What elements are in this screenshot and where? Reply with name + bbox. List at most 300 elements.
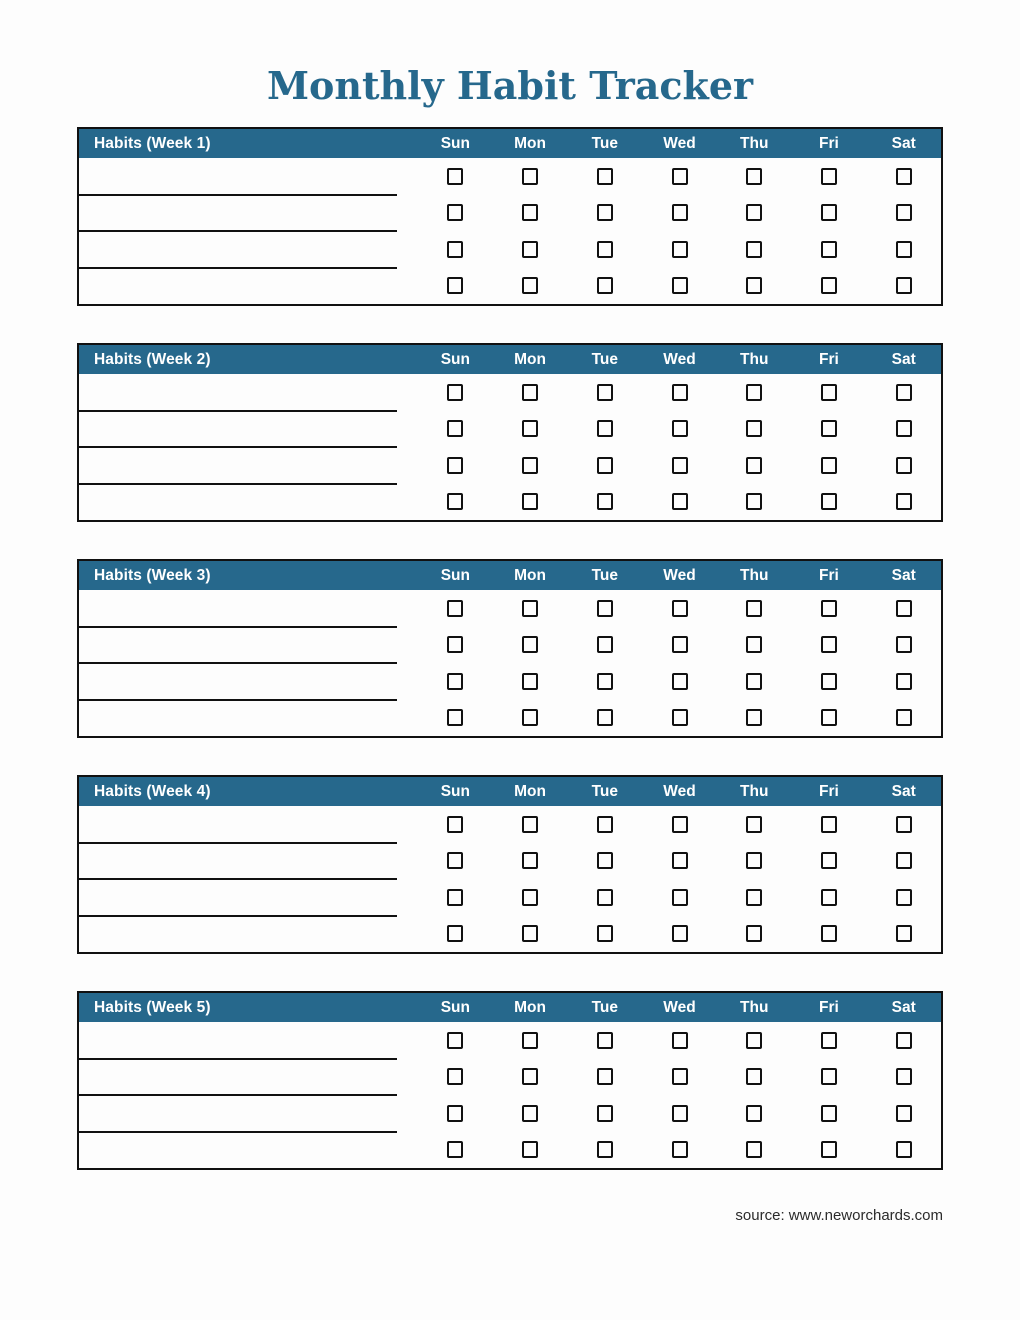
habit-row bbox=[79, 447, 941, 484]
habit-name-field[interactable] bbox=[79, 447, 418, 484]
habit-checkbox[interactable] bbox=[896, 1032, 912, 1049]
checkbox-cell bbox=[418, 447, 493, 484]
habit-checkbox[interactable] bbox=[447, 925, 463, 942]
habit-row bbox=[79, 627, 941, 664]
habit-checkbox[interactable] bbox=[896, 241, 912, 258]
habit-name-field[interactable] bbox=[79, 158, 418, 195]
checkbox-cell bbox=[792, 806, 867, 843]
habit-checkbox[interactable] bbox=[821, 420, 837, 437]
habit-checkbox[interactable] bbox=[896, 673, 912, 690]
habit-checkbox[interactable] bbox=[896, 709, 912, 726]
checkbox-cell bbox=[717, 590, 792, 627]
habit-checkbox[interactable] bbox=[672, 709, 688, 726]
day-column-header: Wed bbox=[663, 134, 696, 152]
habits-column-header: Habits (Week 4) bbox=[94, 782, 211, 800]
checkbox-cell bbox=[493, 484, 568, 521]
habit-row bbox=[79, 374, 941, 411]
habit-checkbox[interactable] bbox=[821, 1032, 837, 1049]
habit-checkbox[interactable] bbox=[447, 709, 463, 726]
habit-checkbox[interactable] bbox=[522, 709, 538, 726]
checkbox-cell bbox=[642, 590, 717, 627]
habit-row bbox=[79, 158, 941, 195]
habit-name-field[interactable] bbox=[79, 843, 418, 880]
habit-checkbox[interactable] bbox=[746, 493, 762, 510]
checkbox-cell bbox=[866, 231, 941, 268]
checkbox-cell bbox=[418, 843, 493, 880]
habit-name-field[interactable] bbox=[79, 700, 418, 737]
checkbox-cell bbox=[866, 663, 941, 700]
habit-checkbox[interactable] bbox=[447, 384, 463, 401]
habit-checkbox[interactable] bbox=[746, 889, 762, 906]
checkbox-cell bbox=[717, 1022, 792, 1059]
checkbox-cell bbox=[418, 590, 493, 627]
checkbox-cell bbox=[717, 374, 792, 411]
habit-checkbox[interactable] bbox=[821, 204, 837, 221]
day-column-header: Fri bbox=[819, 782, 839, 800]
page-title: Monthly Habit Tracker bbox=[266, 63, 754, 108]
habit-row bbox=[79, 806, 941, 843]
checkbox-cell bbox=[642, 1059, 717, 1096]
checkbox-cell bbox=[567, 1095, 642, 1132]
habit-checkbox[interactable] bbox=[672, 493, 688, 510]
checkbox-cell bbox=[567, 663, 642, 700]
habit-name-field[interactable] bbox=[79, 268, 418, 305]
habit-checkbox[interactable] bbox=[746, 600, 762, 617]
checkbox-cell bbox=[493, 1059, 568, 1096]
checkbox-cell bbox=[792, 1095, 867, 1132]
habit-checkbox[interactable] bbox=[597, 852, 613, 869]
checkbox-cell bbox=[642, 158, 717, 195]
habit-checkbox[interactable] bbox=[746, 384, 762, 401]
habit-checkbox[interactable] bbox=[672, 1105, 688, 1122]
table-header-row bbox=[79, 345, 941, 374]
checkbox-cell bbox=[567, 447, 642, 484]
habit-name-field[interactable] bbox=[79, 663, 418, 700]
day-column-header: Sun bbox=[440, 998, 470, 1016]
habit-name-field[interactable] bbox=[79, 195, 418, 232]
habit-checkbox[interactable] bbox=[522, 816, 538, 833]
checkbox-cell bbox=[717, 268, 792, 305]
habit-checkbox[interactable] bbox=[821, 493, 837, 510]
habit-checkbox[interactable] bbox=[522, 277, 538, 294]
checkbox-cell bbox=[418, 806, 493, 843]
checkbox-cell bbox=[418, 1022, 493, 1059]
day-column-header: Tue bbox=[591, 782, 618, 800]
habit-checkbox[interactable] bbox=[896, 457, 912, 474]
checkbox-cell bbox=[493, 806, 568, 843]
habit-checkbox[interactable] bbox=[672, 204, 688, 221]
habit-checkbox[interactable] bbox=[522, 1032, 538, 1049]
habit-checkbox[interactable] bbox=[672, 852, 688, 869]
habit-checkbox[interactable] bbox=[672, 277, 688, 294]
checkbox-cell bbox=[717, 1132, 792, 1169]
habit-checkbox[interactable] bbox=[672, 384, 688, 401]
day-column-header: Thu bbox=[740, 566, 769, 584]
checkbox-cell bbox=[493, 700, 568, 737]
habit-checkbox[interactable] bbox=[447, 673, 463, 690]
checkbox-cell bbox=[493, 1095, 568, 1132]
table-header-row bbox=[79, 993, 941, 1022]
checkbox-cell bbox=[792, 268, 867, 305]
habit-checkbox[interactable] bbox=[746, 457, 762, 474]
habit-checkbox[interactable] bbox=[746, 673, 762, 690]
habits-column-header: Habits (Week 1) bbox=[94, 134, 211, 152]
checkbox-cell bbox=[717, 411, 792, 448]
habit-checkbox[interactable] bbox=[672, 636, 688, 653]
habit-checkbox[interactable] bbox=[821, 889, 837, 906]
checkbox-cell bbox=[866, 627, 941, 664]
habit-checkbox[interactable] bbox=[597, 168, 613, 185]
checkbox-cell bbox=[493, 843, 568, 880]
habit-checkbox[interactable] bbox=[896, 600, 912, 617]
habit-checkbox[interactable] bbox=[522, 636, 538, 653]
habit-checkbox[interactable] bbox=[522, 384, 538, 401]
checkbox-cell bbox=[642, 447, 717, 484]
habit-checkbox[interactable] bbox=[821, 600, 837, 617]
habit-checkbox[interactable] bbox=[447, 1105, 463, 1122]
habit-name-field[interactable] bbox=[79, 484, 418, 521]
week-sections bbox=[0, 127, 1020, 1170]
day-column-header: Mon bbox=[514, 566, 546, 584]
habit-checkbox[interactable] bbox=[746, 168, 762, 185]
checkbox-cell bbox=[418, 268, 493, 305]
habit-checkbox[interactable] bbox=[447, 1032, 463, 1049]
habit-checkbox[interactable] bbox=[597, 420, 613, 437]
habit-checkbox[interactable] bbox=[597, 1105, 613, 1122]
checkbox-cell bbox=[792, 231, 867, 268]
day-column-header: Sun bbox=[440, 350, 470, 368]
checkbox-cell bbox=[642, 268, 717, 305]
day-column-header: Mon bbox=[514, 134, 546, 152]
habit-name-field[interactable] bbox=[79, 806, 418, 843]
day-column-header: Sun bbox=[440, 566, 470, 584]
checkbox-cell bbox=[866, 158, 941, 195]
habit-checkbox[interactable] bbox=[447, 457, 463, 474]
habit-checkbox[interactable] bbox=[522, 673, 538, 690]
checkbox-cell bbox=[418, 627, 493, 664]
habit-checkbox[interactable] bbox=[597, 277, 613, 294]
checkbox-cell bbox=[567, 843, 642, 880]
day-column-header: Wed bbox=[663, 350, 696, 368]
habit-checkbox[interactable] bbox=[896, 636, 912, 653]
habit-checkbox[interactable] bbox=[821, 384, 837, 401]
habit-checkbox[interactable] bbox=[821, 1141, 837, 1158]
habit-checkbox[interactable] bbox=[821, 709, 837, 726]
habit-checkbox[interactable] bbox=[597, 673, 613, 690]
checkbox-cell bbox=[493, 411, 568, 448]
checkbox-cell bbox=[866, 447, 941, 484]
checkbox-cell bbox=[567, 158, 642, 195]
habit-checkbox[interactable] bbox=[896, 277, 912, 294]
habit-checkbox[interactable] bbox=[447, 636, 463, 653]
habit-checkbox[interactable] bbox=[821, 852, 837, 869]
habit-checkbox[interactable] bbox=[746, 204, 762, 221]
habit-name-field[interactable] bbox=[79, 1059, 418, 1096]
habit-checkbox[interactable] bbox=[672, 241, 688, 258]
habit-checkbox[interactable] bbox=[746, 1032, 762, 1049]
habit-checkbox[interactable] bbox=[672, 600, 688, 617]
checkbox-cell bbox=[642, 1132, 717, 1169]
checkbox-cell bbox=[493, 879, 568, 916]
habit-checkbox[interactable] bbox=[447, 1068, 463, 1085]
checkbox-cell bbox=[866, 268, 941, 305]
habit-checkbox[interactable] bbox=[447, 204, 463, 221]
checkbox-cell bbox=[866, 1022, 941, 1059]
habit-checkbox[interactable] bbox=[447, 493, 463, 510]
checkbox-cell bbox=[418, 1059, 493, 1096]
checkbox-cell bbox=[717, 843, 792, 880]
habit-checkbox[interactable] bbox=[821, 925, 837, 942]
checkbox-cell bbox=[866, 411, 941, 448]
habit-checkbox[interactable] bbox=[821, 816, 837, 833]
habit-checkbox[interactable] bbox=[597, 493, 613, 510]
habit-checkbox[interactable] bbox=[672, 1141, 688, 1158]
checkbox-cell bbox=[493, 268, 568, 305]
day-column-header: Sat bbox=[891, 350, 916, 368]
habit-row bbox=[79, 268, 941, 305]
table-header-row bbox=[79, 129, 941, 158]
checkbox-cell bbox=[642, 231, 717, 268]
checkbox-cell bbox=[866, 806, 941, 843]
checkbox-cell bbox=[418, 411, 493, 448]
day-column-header: Sun bbox=[440, 782, 470, 800]
checkbox-cell bbox=[418, 1095, 493, 1132]
habit-checkbox[interactable] bbox=[522, 1141, 538, 1158]
checkbox-cell bbox=[717, 447, 792, 484]
week-table bbox=[77, 559, 943, 738]
habit-checkbox[interactable] bbox=[746, 1141, 762, 1158]
habit-checkbox[interactable] bbox=[896, 204, 912, 221]
day-column-header: Tue bbox=[591, 566, 618, 584]
habit-row bbox=[79, 700, 941, 737]
habit-checkbox[interactable] bbox=[522, 925, 538, 942]
habit-checkbox[interactable] bbox=[896, 384, 912, 401]
habit-checkbox[interactable] bbox=[597, 925, 613, 942]
checkbox-cell bbox=[717, 806, 792, 843]
habit-row bbox=[79, 879, 941, 916]
habit-checkbox[interactable] bbox=[896, 1105, 912, 1122]
checkbox-cell bbox=[642, 879, 717, 916]
habit-row bbox=[79, 1095, 941, 1132]
habit-checkbox[interactable] bbox=[597, 636, 613, 653]
habit-checkbox[interactable] bbox=[672, 889, 688, 906]
habit-checkbox[interactable] bbox=[597, 1141, 613, 1158]
checkbox-cell bbox=[866, 484, 941, 521]
habit-checkbox[interactable] bbox=[821, 277, 837, 294]
habit-name-field[interactable] bbox=[79, 374, 418, 411]
habit-checkbox[interactable] bbox=[597, 204, 613, 221]
habit-checkbox[interactable] bbox=[597, 889, 613, 906]
checkbox-cell bbox=[567, 700, 642, 737]
day-column-header: Mon bbox=[514, 350, 546, 368]
day-column-header: Tue bbox=[591, 350, 618, 368]
habit-checkbox[interactable] bbox=[821, 457, 837, 474]
habit-checkbox[interactable] bbox=[896, 168, 912, 185]
habit-checkbox[interactable] bbox=[746, 852, 762, 869]
checkbox-cell bbox=[792, 916, 867, 953]
habit-checkbox[interactable] bbox=[821, 636, 837, 653]
checkbox-cell bbox=[567, 374, 642, 411]
habit-checkbox[interactable] bbox=[896, 420, 912, 437]
checkbox-cell bbox=[567, 268, 642, 305]
day-column-header: Tue bbox=[591, 134, 618, 152]
checkbox-cell bbox=[866, 1059, 941, 1096]
habit-checkbox[interactable] bbox=[522, 852, 538, 869]
table-header-row bbox=[79, 777, 941, 806]
checkbox-cell bbox=[418, 916, 493, 953]
habit-checkbox[interactable] bbox=[746, 1068, 762, 1085]
habit-checkbox[interactable] bbox=[896, 1068, 912, 1085]
day-column-header: Thu bbox=[740, 782, 769, 800]
habit-checkbox[interactable] bbox=[522, 1105, 538, 1122]
habit-checkbox[interactable] bbox=[447, 889, 463, 906]
habit-row bbox=[79, 1132, 941, 1169]
habit-checkbox[interactable] bbox=[746, 636, 762, 653]
checkbox-cell bbox=[792, 195, 867, 232]
checkbox-cell bbox=[642, 411, 717, 448]
habit-checkbox[interactable] bbox=[447, 816, 463, 833]
habit-checkbox[interactable] bbox=[821, 1068, 837, 1085]
habit-checkbox[interactable] bbox=[746, 420, 762, 437]
habit-checkbox[interactable] bbox=[597, 457, 613, 474]
checkbox-cell bbox=[642, 1022, 717, 1059]
habit-checkbox[interactable] bbox=[896, 493, 912, 510]
habit-name-field[interactable] bbox=[79, 879, 418, 916]
habit-checkbox[interactable] bbox=[447, 420, 463, 437]
habit-name-field[interactable] bbox=[79, 916, 418, 953]
habit-checkbox[interactable] bbox=[896, 852, 912, 869]
habit-checkbox[interactable] bbox=[896, 1141, 912, 1158]
checkbox-cell bbox=[866, 879, 941, 916]
checkbox-cell bbox=[717, 158, 792, 195]
checkbox-cell bbox=[792, 1059, 867, 1096]
habit-name-field[interactable] bbox=[79, 1095, 418, 1132]
habit-checkbox[interactable] bbox=[522, 493, 538, 510]
habit-name-field[interactable] bbox=[79, 1132, 418, 1169]
habit-checkbox[interactable] bbox=[597, 600, 613, 617]
checkbox-cell bbox=[642, 484, 717, 521]
habit-checkbox[interactable] bbox=[896, 925, 912, 942]
habit-checkbox[interactable] bbox=[522, 1068, 538, 1085]
checkbox-cell bbox=[418, 700, 493, 737]
habit-checkbox[interactable] bbox=[447, 168, 463, 185]
habit-checkbox[interactable] bbox=[672, 168, 688, 185]
habit-checkbox[interactable] bbox=[522, 241, 538, 258]
habit-checkbox[interactable] bbox=[821, 673, 837, 690]
checkbox-cell bbox=[567, 195, 642, 232]
week-table bbox=[77, 343, 943, 522]
checkbox-cell bbox=[792, 484, 867, 521]
habit-name-field[interactable] bbox=[79, 231, 418, 268]
habit-checkbox[interactable] bbox=[821, 241, 837, 258]
habit-checkbox[interactable] bbox=[746, 241, 762, 258]
habit-checkbox[interactable] bbox=[522, 600, 538, 617]
habit-checkbox[interactable] bbox=[746, 709, 762, 726]
checkbox-cell bbox=[792, 1132, 867, 1169]
day-column-header: Wed bbox=[663, 998, 696, 1016]
checkbox-cell bbox=[567, 1022, 642, 1059]
checkbox-cell bbox=[717, 484, 792, 521]
habit-checkbox[interactable] bbox=[896, 889, 912, 906]
habit-checkbox[interactable] bbox=[896, 816, 912, 833]
habit-name-field[interactable] bbox=[79, 627, 418, 664]
habit-checkbox[interactable] bbox=[746, 925, 762, 942]
checkbox-cell bbox=[567, 484, 642, 521]
checkbox-cell bbox=[866, 700, 941, 737]
habit-checkbox[interactable] bbox=[597, 384, 613, 401]
checkbox-cell bbox=[792, 663, 867, 700]
habit-checkbox[interactable] bbox=[597, 1032, 613, 1049]
habit-checkbox[interactable] bbox=[672, 457, 688, 474]
day-column-header: Sat bbox=[891, 782, 916, 800]
habit-checkbox[interactable] bbox=[672, 673, 688, 690]
checkbox-cell bbox=[493, 627, 568, 664]
checkbox-cell bbox=[792, 411, 867, 448]
habit-checkbox[interactable] bbox=[821, 168, 837, 185]
habit-checkbox[interactable] bbox=[746, 277, 762, 294]
habit-checkbox[interactable] bbox=[522, 420, 538, 437]
habit-name-field[interactable] bbox=[79, 411, 418, 448]
checkbox-cell bbox=[717, 663, 792, 700]
habit-checkbox[interactable] bbox=[447, 600, 463, 617]
habit-checkbox[interactable] bbox=[597, 241, 613, 258]
day-column-header: Tue bbox=[591, 998, 618, 1016]
checkbox-cell bbox=[642, 195, 717, 232]
checkbox-cell bbox=[792, 700, 867, 737]
habit-checkbox[interactable] bbox=[447, 241, 463, 258]
day-column-header: Thu bbox=[740, 350, 769, 368]
checkbox-cell bbox=[493, 663, 568, 700]
day-column-header: Sat bbox=[891, 566, 916, 584]
checkbox-cell bbox=[717, 195, 792, 232]
habit-checkbox[interactable] bbox=[746, 816, 762, 833]
habit-checkbox[interactable] bbox=[672, 816, 688, 833]
checkbox-cell bbox=[642, 700, 717, 737]
habit-checkbox[interactable] bbox=[522, 457, 538, 474]
habit-checkbox[interactable] bbox=[447, 1141, 463, 1158]
checkbox-cell bbox=[567, 806, 642, 843]
day-column-header: Sun bbox=[440, 134, 470, 152]
habit-name-field[interactable] bbox=[79, 590, 418, 627]
habit-checkbox[interactable] bbox=[672, 420, 688, 437]
checkbox-cell bbox=[642, 374, 717, 411]
habit-checkbox[interactable] bbox=[746, 1105, 762, 1122]
habit-checkbox[interactable] bbox=[447, 852, 463, 869]
checkbox-cell bbox=[418, 195, 493, 232]
habit-checkbox[interactable] bbox=[522, 204, 538, 221]
habit-name-field[interactable] bbox=[79, 1022, 418, 1059]
habit-checkbox[interactable] bbox=[672, 1032, 688, 1049]
habit-checkbox[interactable] bbox=[447, 277, 463, 294]
habit-checkbox[interactable] bbox=[672, 925, 688, 942]
habit-row bbox=[79, 231, 941, 268]
habit-checkbox[interactable] bbox=[522, 168, 538, 185]
checkbox-cell bbox=[792, 627, 867, 664]
habit-checkbox[interactable] bbox=[821, 1105, 837, 1122]
checkbox-cell bbox=[567, 1132, 642, 1169]
day-column-header: Sat bbox=[891, 998, 916, 1016]
checkbox-cell bbox=[866, 916, 941, 953]
habit-checkbox[interactable] bbox=[597, 709, 613, 726]
habit-checkbox[interactable] bbox=[597, 816, 613, 833]
day-column-header: Fri bbox=[819, 566, 839, 584]
habit-checkbox[interactable] bbox=[597, 1068, 613, 1085]
habit-checkbox[interactable] bbox=[672, 1068, 688, 1085]
habit-row bbox=[79, 843, 941, 880]
habit-checkbox[interactable] bbox=[522, 889, 538, 906]
checkbox-cell bbox=[493, 158, 568, 195]
checkbox-cell bbox=[792, 843, 867, 880]
